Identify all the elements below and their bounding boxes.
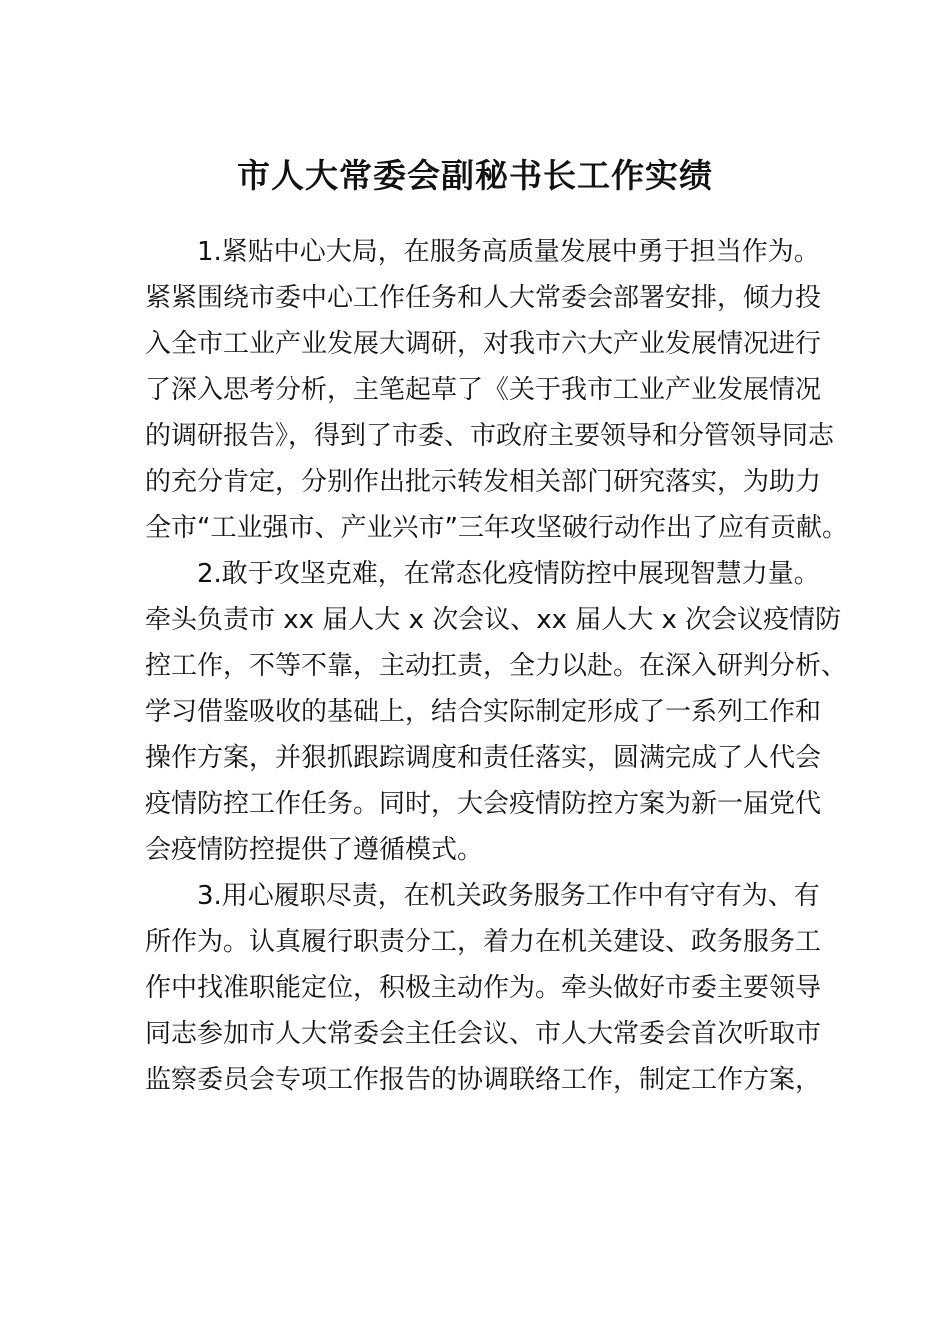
paragraph-2-line-4: 学习借鉴吸收的基础上，结合实际制定形成了一系列工作和 <box>145 697 822 727</box>
paragraph-3-line-1: 3.用心履职尽责，在机关政务服务工作中有守有为、有 <box>197 881 820 911</box>
paragraph-1-line-1: 1.紧贴中心大局，在服务高质量发展中勇于担当作为。 <box>197 237 820 267</box>
paragraph-2-line-3: 控工作，不等不靠，主动扛责，全力以赴。在深入研判分析、 <box>145 651 848 681</box>
paragraph-2-line-1: 2.敢于攻坚克难，在常态化疫情防控中展现智慧力量。 <box>197 559 820 589</box>
paragraph-1-line-4: 了深入思考分析，主笔起草了《关于我市工业产业发展情况 <box>145 375 822 405</box>
paragraph-3-line-5: 监察委员会专项工作报告的协调联络工作，制定工作方案， <box>145 1065 822 1095</box>
paragraph-1-line-7: 全市“工业强市、产业兴市”三年攻坚破行动作出了应有贡献。 <box>145 513 848 543</box>
paragraph-1-line-2: 紧紧围绕市委中心工作任务和人大常委会部署安排，倾力投 <box>145 283 822 313</box>
paragraph-3-line-4: 同志参加市人大常委会主任会议、市人大常委会首次听取市 <box>145 1019 822 1049</box>
paragraph-1-line-6: 的充分肯定，分别作出批示转发相关部门研究落实，为助力 <box>145 467 822 497</box>
paragraph-2-line-7: 会疫情防控提供了遵循模式。 <box>145 835 484 865</box>
paragraph-3-line-3: 作中找准职能定位，积极主动作为。牵头做好市委主要领导 <box>145 973 822 1003</box>
document-body <box>145 229 848 1103</box>
paragraph-2-line-5: 操作方案，并狠抓跟踪调度和责任落实，圆满完成了人代会 <box>145 743 822 773</box>
paragraph-1-line-5: 的调研报告》，得到了市委、市政府主要领导和分管领导同志 <box>145 421 835 451</box>
paragraph-2-line-6: 疫情防控工作任务。同时，大会疫情防控方案为新一届党代 <box>145 789 822 819</box>
paragraph-2-line-2: 牵头负责市 xx 届人大 x 次会议、xx 届人大 x 次会议疫情防 <box>145 605 842 635</box>
paragraph-3-line-2: 所作为。认真履行职责分工，着力在机关建设、政务服务工 <box>145 927 822 957</box>
document-title: 市人大常委会副秘书长工作实绩 <box>237 156 713 195</box>
paragraph-1-line-3: 入全市工业产业发展大调研，对我市六大产业发展情况进行 <box>145 329 822 359</box>
